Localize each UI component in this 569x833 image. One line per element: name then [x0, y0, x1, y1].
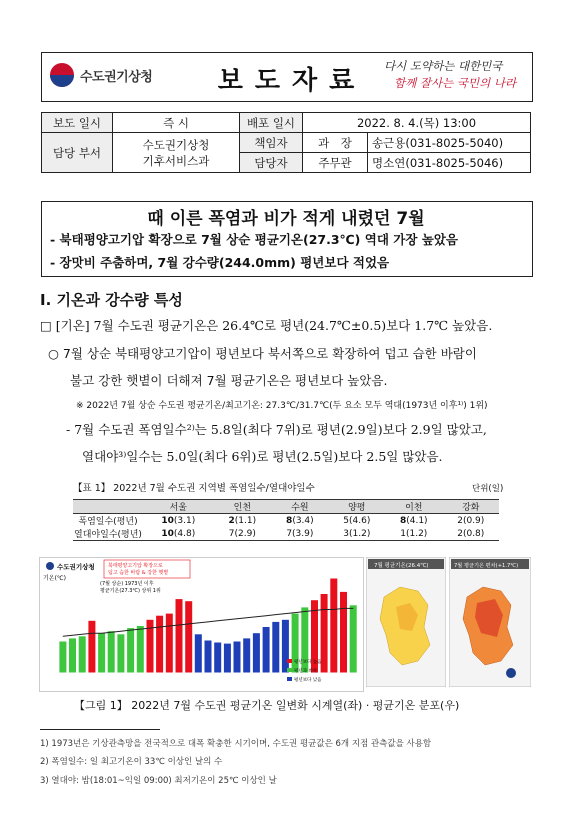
table-row — [73, 527, 499, 541]
dept-value-line1: 수도권기상청 — [142, 137, 210, 152]
temperature-chart — [39, 557, 364, 692]
map-mean-temp — [366, 557, 446, 687]
map2-logo-icon — [506, 668, 516, 678]
dist-value: 2022. 8. 4.(목) 13:00 — [303, 113, 531, 133]
map1-title: 7월 평균기온(26.4℃) — [374, 563, 429, 569]
legend-swatch-low — [287, 677, 292, 681]
chart-bar — [195, 634, 202, 672]
legend-normal: 평년과 비슷 — [294, 669, 318, 674]
chart-bar — [166, 614, 173, 673]
footnote-1: 1) 1973년은 기상관측망을 전국적으로 대폭 확충한 시기이며, 수도권 평균값은 6개 지점 관측값을 사용함 — [40, 739, 432, 749]
slogan-line1: 다시 도약하는 대한민국 — [384, 59, 503, 73]
row-label: 폭염일수(평년) — [78, 517, 138, 527]
table-cell: 5(4.6) — [343, 515, 371, 526]
table-cell: 2(0.8) — [457, 528, 485, 539]
slogan — [384, 58, 524, 92]
headline-sub1: - 북태평양고기압 확장으로 7월 상순 평균기온(27.3℃) 역대 가장 높았음 — [50, 232, 458, 247]
legend-swatch-high — [287, 659, 292, 663]
taegeuk-icon — [50, 63, 74, 87]
section-title: Ⅰ. 기온과 강수량 특성 — [40, 291, 183, 309]
table-cell: 3(1.2) — [343, 528, 371, 539]
chart-bar — [176, 599, 183, 672]
chart-bar — [253, 633, 260, 672]
para-heatwave: - 7월 수도권 폭염일수²⁾는 5.8일(최다 7위)로 평년(2.9일)보다 2.9일 많았고, — [66, 422, 487, 437]
chart-bar — [88, 621, 95, 673]
table-unit: 단위(일) — [472, 484, 504, 494]
staff-name: 명소연(031-8025-5046) — [368, 153, 531, 173]
chart-bar — [340, 592, 347, 673]
table-caption: 【표 1】 2022년 7월 수도권 지역별 폭염일수/열대야일수 — [73, 483, 315, 494]
chart-bar — [234, 642, 241, 673]
dept-value-line2: 기후서비스과 — [142, 153, 210, 168]
figure-caption: 【그림 1】 2022년 7월 수도권 평균기온 일변화 시계열(좌) · 평균기온 분포(우) — [74, 699, 460, 712]
table-cell: 10(3.1) — [161, 515, 196, 526]
org-logo — [50, 62, 162, 88]
dept-label: 담당 부서 — [42, 133, 113, 173]
chart-anno1: (7월 상순) 1973년 이후 — [100, 581, 154, 587]
chart-bar — [127, 628, 134, 672]
staff-title: 주무관 — [303, 153, 368, 173]
footnote-divider — [40, 729, 160, 730]
chart-bar — [205, 641, 212, 673]
para-temperature: □ [기온] 7월 수도권 평균기온은 26.4℃로 평년(24.7℃±0.5)보다 1.7℃ 높았음. — [40, 318, 493, 333]
resp-name: 송근용(031-8025-5040) — [368, 133, 531, 153]
normal-line — [63, 608, 353, 636]
table-cell: 7(2.9) — [228, 528, 256, 539]
table-col-5: 이천 — [385, 500, 443, 514]
chart-bar — [69, 638, 76, 672]
resp-title: 과 장 — [303, 133, 368, 153]
chart-logo-text: 수도권기상청 — [57, 563, 95, 571]
legend-low: 평년보다 낮음 — [294, 678, 322, 683]
chart-bar — [282, 620, 289, 673]
para-high-pressure: ○ 7월 상순 북태평양고기압이 평년보다 북서쪽으로 확장하여 덥고 습한 바람이 — [48, 346, 477, 361]
dept-value — [113, 133, 240, 173]
chart-logo — [46, 562, 95, 571]
table-cell: 1(1.2) — [400, 528, 428, 539]
dist-label: 배포 일시 — [240, 113, 303, 133]
table-cell: 10(4.8) — [161, 528, 196, 539]
chart-callout-line2: 덥고 습한 바람 & 강한 햇볕 — [108, 570, 169, 576]
table-row — [73, 514, 499, 528]
table-col-0 — [73, 500, 143, 514]
chart-bar — [350, 605, 357, 672]
chart-bar — [117, 634, 124, 672]
release-value: 즉 시 — [113, 113, 240, 133]
footnote-3: 3) 열대야: 밤(18:01~익일 09:00) 최저기온이 25℃ 이상인 날 — [40, 776, 277, 786]
chart-bar — [98, 633, 105, 672]
chart-bar — [79, 636, 86, 672]
footnote-2: 2) 폭염일수: 일 최고기온이 33℃ 이상인 날의 수 — [40, 757, 223, 767]
chart-bar — [272, 622, 279, 673]
note-early-july: ※ 2022년 7월 상순 수도권 평균기온/최고기온: 27.3℃/31.7℃(두 요소 모두 역대(1973년 이후¹⁾) 1위) — [76, 401, 488, 411]
headline-title: 때 이른 폭염과 비가 적게 내렸던 7월 — [147, 209, 425, 229]
headline-sub2: - 장맛비 주춤하며, 7월 강수량(244.0mm) 평년보다 적었음 — [50, 255, 390, 270]
doc-title: 보도자료 — [217, 66, 367, 96]
chart-bar — [321, 594, 328, 673]
chart-bar — [224, 644, 231, 673]
chart-bar — [214, 643, 221, 673]
table-cell: 2(1.1) — [228, 515, 257, 526]
chart-bar — [108, 631, 115, 672]
table-cell: 7(3.9) — [286, 528, 314, 539]
chart-bar — [185, 601, 192, 672]
resp-label: 책임자 — [240, 133, 303, 153]
table-col-2: 인천 — [214, 500, 272, 514]
chart-logo-icon — [46, 562, 54, 570]
table-col-4: 양평 — [329, 500, 385, 514]
chart-bar — [263, 627, 270, 673]
chart-bar — [137, 626, 144, 673]
legend-swatch-normal — [287, 668, 292, 672]
y-axis-label: 기온(℃) — [43, 575, 67, 582]
release-label: 보도 일시 — [42, 113, 113, 133]
table-col-3: 수원 — [271, 500, 329, 514]
para-high-pressure-cont: 불고 강한 햇볕이 더해져 7월 평균기온은 평년보다 높았음. — [70, 373, 388, 388]
slogan-line2: 함께 잘사는 국민의 나라 — [394, 76, 517, 90]
table-cell: 2(0.9) — [457, 515, 485, 526]
table-col-6: 강화 — [443, 500, 499, 514]
chart-bar — [243, 638, 250, 672]
row-label: 열대야일수(평년) — [74, 530, 142, 540]
legend-high: 평년보다 높음 — [294, 660, 322, 665]
table-col-1: 서울 — [143, 500, 214, 514]
chart-anno2: 평균기온(27.3℃) 상위 1위 — [100, 588, 161, 594]
table-header-row — [73, 500, 499, 514]
org-logo-text: 수도권기상청 — [80, 69, 153, 85]
staff-label: 담당자 — [240, 153, 303, 173]
chart-bar — [156, 616, 163, 673]
chart-callout-line1: 북태평양고기압 확장으로 — [108, 563, 163, 569]
map2-title: 7월 평균기온 편차(+1.7℃) — [454, 563, 519, 569]
region-table — [73, 499, 499, 541]
table-cell: 8(3.4) — [286, 515, 314, 526]
map-temp-anomaly — [449, 557, 531, 687]
para-tropical-night: 열대야³⁾일수는 5.0일(최다 6위)로 평년(2.5일)보다 2.5일 많았음. — [82, 449, 443, 464]
info-table — [41, 112, 531, 173]
chart-bar — [330, 579, 337, 673]
table-cell: 8(4.1) — [399, 515, 428, 526]
chart-bar — [59, 642, 66, 673]
